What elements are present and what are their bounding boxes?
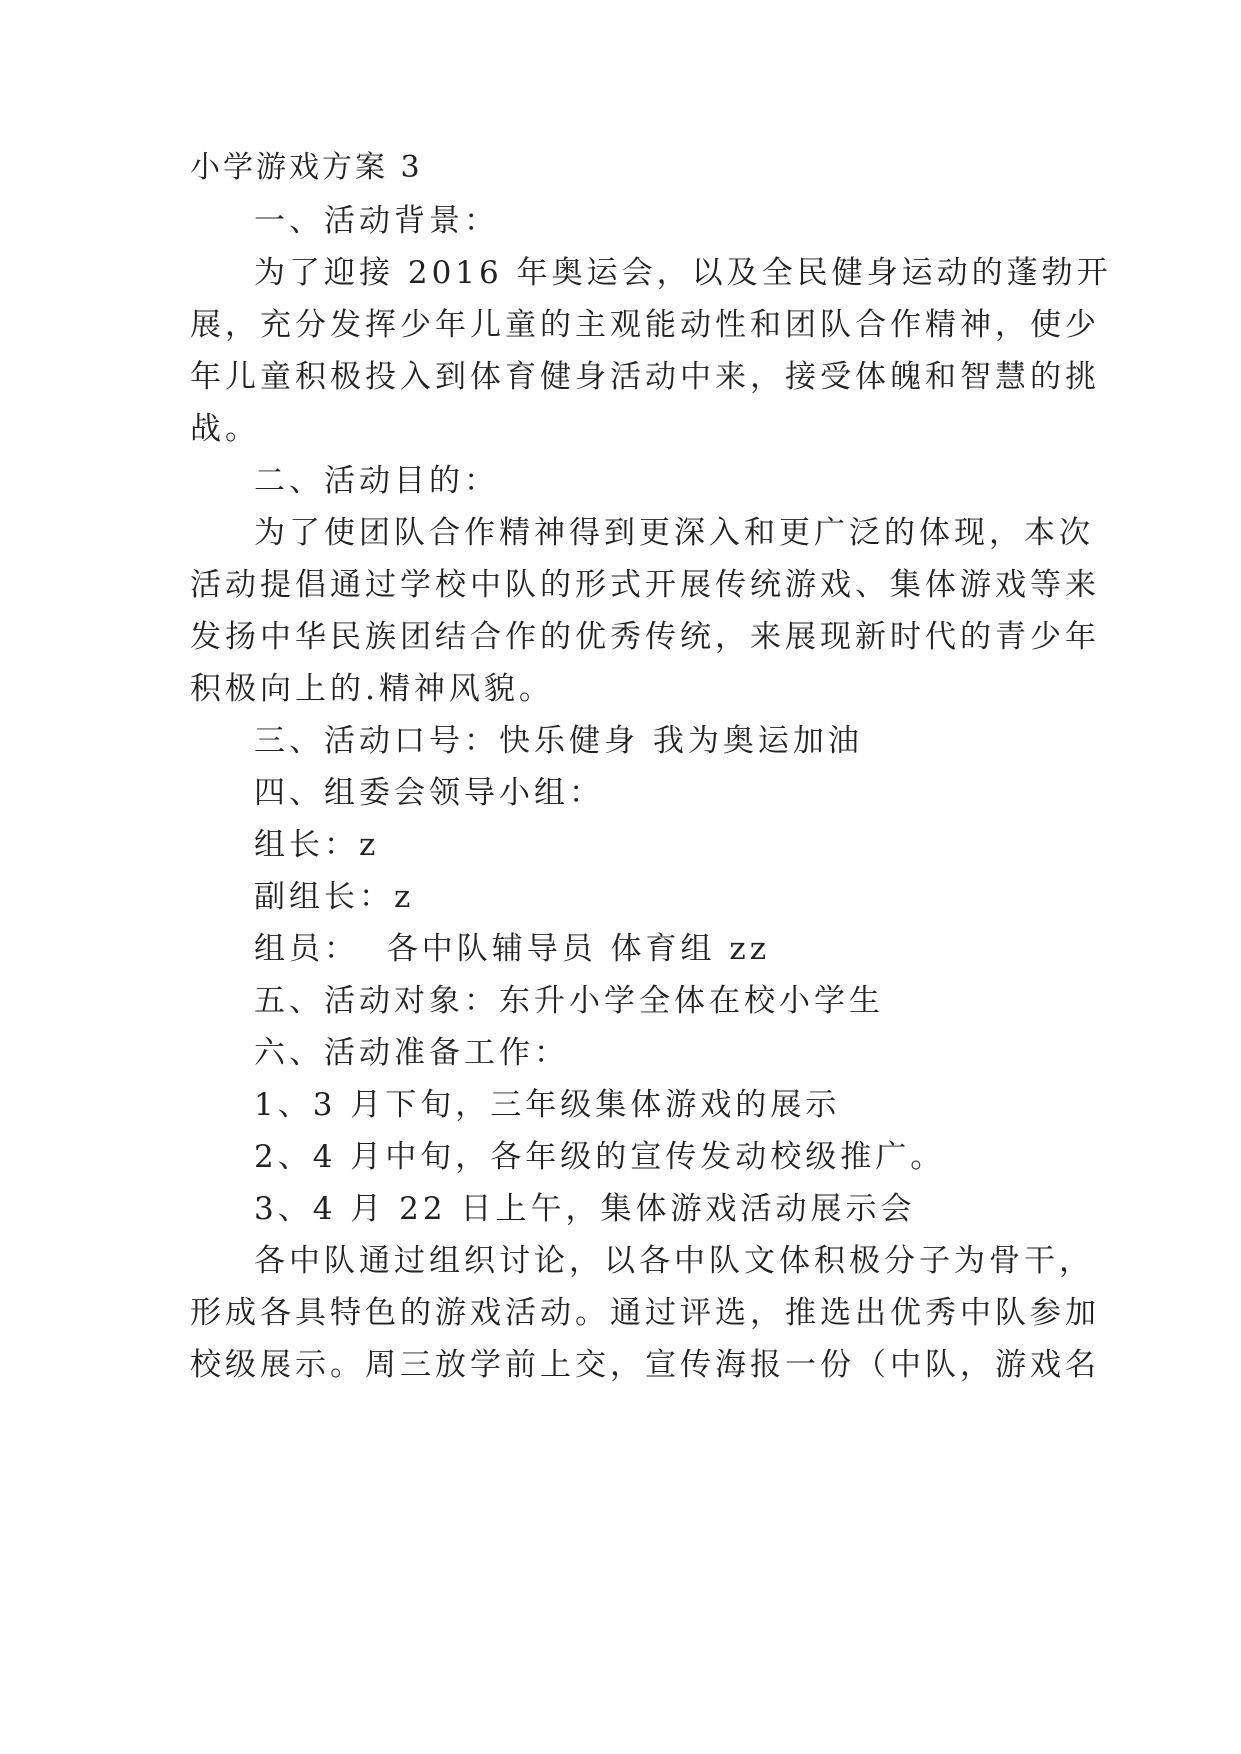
leader-line: 组长：z: [254, 827, 380, 863]
prep-item: 1、3 月下旬，三年级集体游戏的展示: [254, 1087, 841, 1123]
slogan-line: 三、活动口号：快乐健身 我为奥运加油: [254, 723, 863, 759]
paragraph-line: 展，充分发挥少年儿童的主观能动性和团队合作精神，使少: [190, 307, 1100, 343]
section-heading-committee: 四、组委会领导小组：: [254, 775, 604, 811]
section-heading-background: 一、活动背景：: [254, 203, 499, 239]
paragraph-line: 发扬中华民族团结合作的优秀传统，来展现新时代的青少年: [190, 619, 1100, 655]
paragraph-line: 为了使团队合作精神得到更深入和更广泛的体现，本次: [254, 515, 1094, 551]
section-heading-purpose: 二、活动目的：: [254, 463, 499, 499]
members-line: 组员： 各中队辅导员 体育组 zz: [254, 931, 771, 967]
paragraph-line: 各中队通过组织讨论，以各中队文体积极分子为骨干，: [254, 1243, 1094, 1279]
section-heading-preparation: 六、活动准备工作：: [254, 1035, 569, 1071]
paragraph-line: 形成各具特色的游戏活动。通过评选，推选出优秀中队参加: [190, 1295, 1100, 1331]
vice-leader-line: 副组长：z: [254, 879, 415, 915]
paragraph-line: 为了迎接 2016 年奥运会，以及全民健身运动的蓬勃开: [254, 255, 1112, 291]
prep-item: 2、4 月中旬，各年级的宣传发动校级推广。: [254, 1139, 946, 1175]
paragraph-line: 年儿童积极投入到体育健身活动中来，接受体魄和智慧的挑: [190, 359, 1100, 395]
prep-item: 3、4 月 22 日上午，集体游戏活动展示会: [254, 1191, 916, 1227]
document-title: 小学游戏方案 3: [190, 150, 423, 185]
paragraph-line: 积极向上的.精神风貌。: [190, 671, 554, 707]
paragraph-line: 校级展示。周三放学前上交，宣传海报一份（中队，游戏名: [190, 1347, 1100, 1383]
paragraph-line: 活动提倡通过学校中队的形式开展传统游戏、集体游戏等来: [190, 567, 1100, 603]
target-line: 五、活动对象：东升小学全体在校小学生: [254, 983, 884, 1019]
paragraph-line: 战。: [190, 411, 260, 447]
